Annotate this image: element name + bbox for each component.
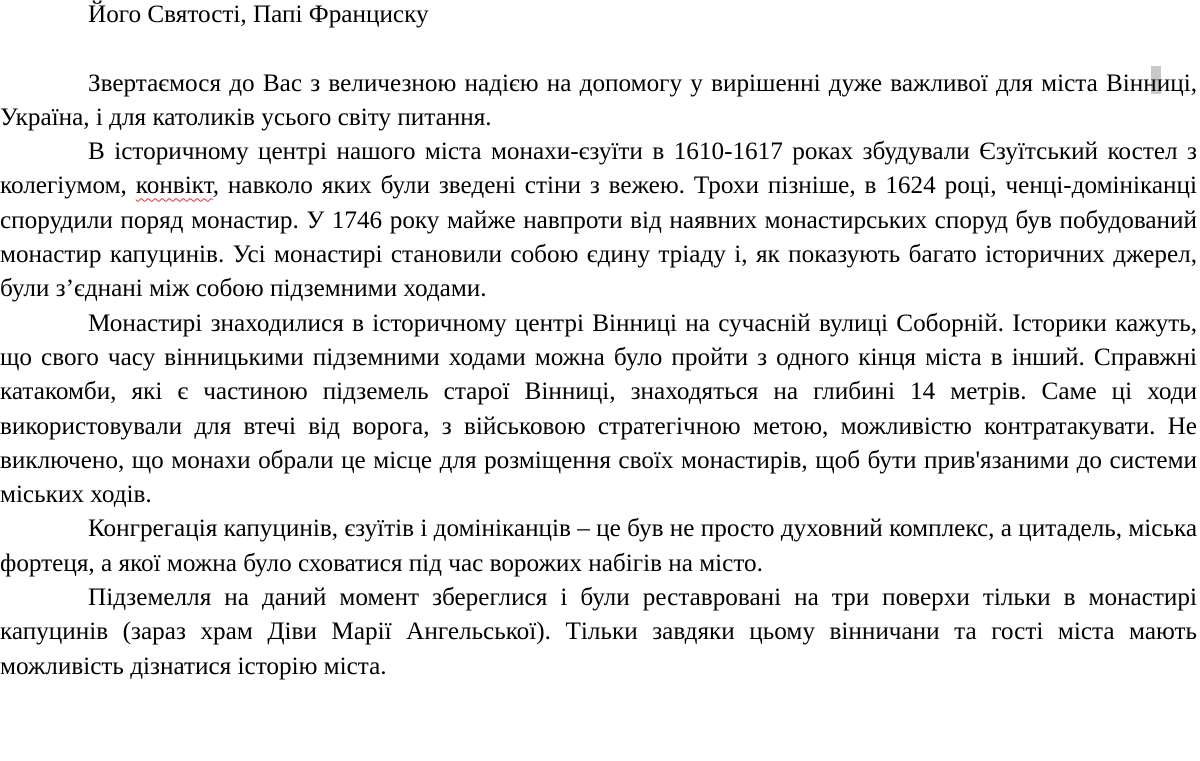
paragraph-text: В історичному центрі нашого міста монахи-єзуїти в 1610-1617 роках збудували Єзуїтський костел з колегіумом, xyxy=(0,138,1197,200)
paragraph-text: Звертаємося до Вас з величезною надією на допомогу у вирішенні дуже важливої для міста Вінниці, Україна, і для католиків усього світу питання. xyxy=(0,69,1197,131)
paragraph-history xyxy=(0,135,1197,306)
paragraph-text: Монастирі знаходилися в історичному центрі Вінниці на сучасній вулиці Соборній. Історики кажуть, що свого часу вінницькими підземними ходами можна було пройти з одного кінця міста в інший. Справжні катакомби, які є частиною підземель старої Вінниці, знаходяться на глибині 14 метрів. Саме ці ходи використовували для втечі від ворога, з військовою стратегічною метою, можливістю контратакувати. Не виключено, що монахи обрали це місце для розміщення своїх монастирів, щоб бути прив'язаними до системи міських ходів. xyxy=(0,309,1197,509)
addressee-line: Його Святості, Папі Франциску xyxy=(88,1,429,28)
paragraph-text: , навколо яких були зведені стіни з вежею. Трохи пізніше, в 1624 році, ченці-домініканці спорудили поряд монастир. У 1746 року майже навпроти від наявних монастирських споруд був побудований монастир капуцинів. Усі монастирі становили собою єдину тріаду і, як показують багато історичних джерел, були з’єднані між собою підземними ходами. xyxy=(0,172,1197,303)
paragraph-text: Підземелля на даний момент збереглися і були реставровані на три поверхи тільки в монастирі капуцинів (зараз храм Діви Марії Ангельської). Тільки завдяки цьому вінничани та гості міста мають можливість дізнатися історію міста. xyxy=(0,584,1197,680)
spellcheck-flagged-word[interactable]: конвікт xyxy=(135,172,213,200)
paragraph-text: Конгрегація капуцинів, єзуїтів і домініканців – це був не просто духовний комплекс, а цитадель, міська фортеця, а якої можна було сховатися під час ворожих набігів на місто. xyxy=(0,515,1197,577)
paragraph-congregation xyxy=(0,512,1197,581)
paragraph-tunnels xyxy=(0,307,1197,513)
paragraph-appeal xyxy=(0,67,1197,136)
paragraph-restoration xyxy=(0,581,1197,684)
